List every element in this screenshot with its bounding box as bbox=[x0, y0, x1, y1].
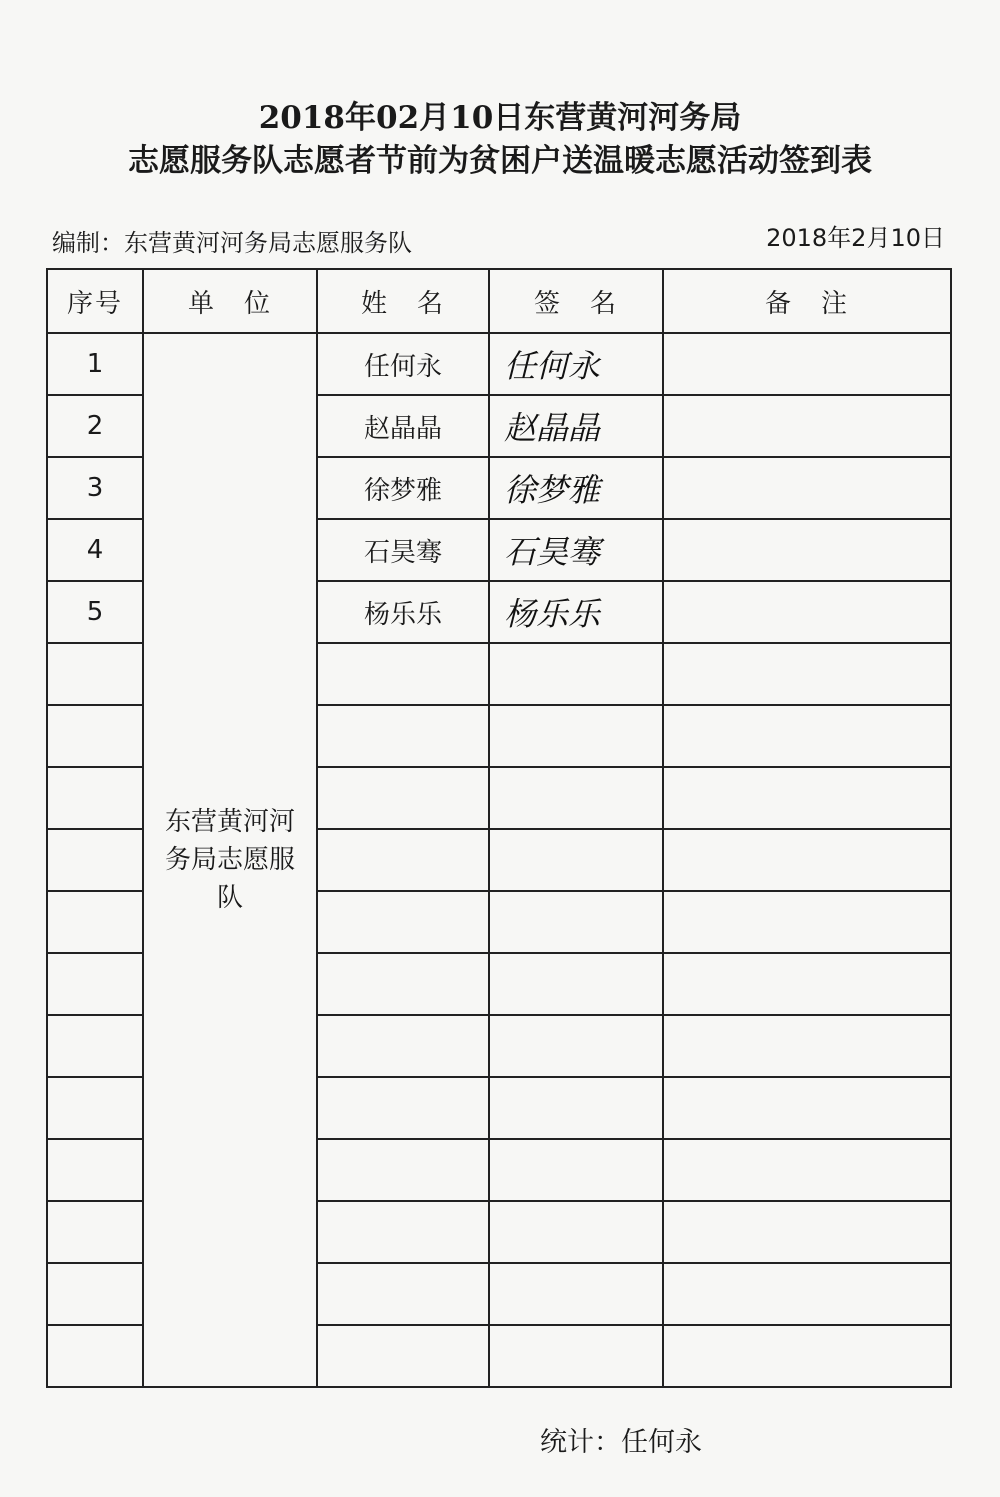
signature-cell bbox=[489, 767, 663, 829]
name-cell bbox=[317, 1077, 489, 1139]
name-cell bbox=[317, 767, 489, 829]
signature-cell: 徐梦雅 bbox=[489, 457, 663, 519]
name-cell bbox=[317, 1263, 489, 1325]
remark-cell bbox=[663, 1139, 951, 1201]
remark-cell bbox=[663, 767, 951, 829]
date-label: 2018年2月10日 bbox=[766, 224, 945, 252]
seq-cell bbox=[47, 643, 143, 705]
remark-cell bbox=[663, 1263, 951, 1325]
seq-cell bbox=[47, 891, 143, 953]
name-cell bbox=[317, 891, 489, 953]
remark-cell bbox=[663, 519, 951, 581]
seq-cell bbox=[47, 1325, 143, 1387]
header-row bbox=[47, 269, 951, 333]
signature-cell bbox=[489, 891, 663, 953]
signature-cell bbox=[489, 705, 663, 767]
signature-cell bbox=[489, 953, 663, 1015]
title-line-2: 志愿服务队志愿者节前为贫困户送温暖志愿活动签到表 bbox=[128, 143, 872, 179]
signature-cell: 杨乐乐 bbox=[489, 581, 663, 643]
signature-cell bbox=[489, 643, 663, 705]
seq-cell bbox=[47, 705, 143, 767]
signature-cell bbox=[489, 1077, 663, 1139]
seq-cell: 4 bbox=[47, 519, 143, 581]
seq-cell bbox=[47, 1263, 143, 1325]
header-remark: 备 注 bbox=[663, 269, 951, 333]
header-seq: 序号 bbox=[47, 269, 143, 333]
name-cell: 杨乐乐 bbox=[317, 581, 489, 643]
editor-label: 编制：东营黄河河务局志愿服务队 bbox=[52, 229, 412, 257]
signature-cell: 任何永 bbox=[489, 333, 663, 395]
seq-cell bbox=[47, 767, 143, 829]
seq-cell: 1 bbox=[47, 333, 143, 395]
header-name: 姓 名 bbox=[317, 269, 489, 333]
name-cell bbox=[317, 1015, 489, 1077]
remark-cell bbox=[663, 581, 951, 643]
name-cell bbox=[317, 705, 489, 767]
unit-cell: 东营黄河河务局志愿服队 bbox=[143, 333, 317, 1387]
header-signature: 签 名 bbox=[489, 269, 663, 333]
signature-cell bbox=[489, 1139, 663, 1201]
name-cell bbox=[317, 643, 489, 705]
remark-cell bbox=[663, 705, 951, 767]
remark-cell bbox=[663, 333, 951, 395]
table-row bbox=[47, 333, 951, 395]
signature-cell: 赵晶晶 bbox=[489, 395, 663, 457]
name-cell bbox=[317, 1201, 489, 1263]
seq-cell: 2 bbox=[47, 395, 143, 457]
header-unit: 单 位 bbox=[143, 269, 317, 333]
seq-cell bbox=[47, 1201, 143, 1263]
signature-cell: 石昊骞 bbox=[489, 519, 663, 581]
remark-cell bbox=[663, 1077, 951, 1139]
name-cell: 石昊骞 bbox=[317, 519, 489, 581]
name-cell bbox=[317, 953, 489, 1015]
remark-cell bbox=[663, 457, 951, 519]
title-line-1: 2018年02月10日东营黄河河务局 bbox=[258, 100, 742, 136]
name-cell bbox=[317, 829, 489, 891]
name-cell bbox=[317, 1139, 489, 1201]
signature-cell bbox=[489, 1325, 663, 1387]
signature-cell bbox=[489, 1201, 663, 1263]
name-cell: 任何永 bbox=[317, 333, 489, 395]
name-cell bbox=[317, 1325, 489, 1387]
seq-cell bbox=[47, 829, 143, 891]
remark-cell bbox=[663, 643, 951, 705]
seq-cell bbox=[47, 1077, 143, 1139]
signature-cell bbox=[489, 829, 663, 891]
signin-table bbox=[46, 268, 952, 1388]
remark-cell bbox=[663, 829, 951, 891]
name-cell: 赵晶晶 bbox=[317, 395, 489, 457]
remark-cell bbox=[663, 1325, 951, 1387]
seq-cell: 3 bbox=[47, 457, 143, 519]
signature-cell bbox=[489, 1015, 663, 1077]
remark-cell bbox=[663, 1015, 951, 1077]
seq-cell bbox=[47, 1139, 143, 1201]
total-label: 统计：任何永 bbox=[540, 1427, 702, 1458]
remark-cell bbox=[663, 953, 951, 1015]
remark-cell bbox=[663, 1201, 951, 1263]
seq-cell bbox=[47, 953, 143, 1015]
remark-cell bbox=[663, 395, 951, 457]
seq-cell: 5 bbox=[47, 581, 143, 643]
name-cell: 徐梦雅 bbox=[317, 457, 489, 519]
signature-cell bbox=[489, 1263, 663, 1325]
seq-cell bbox=[47, 1015, 143, 1077]
remark-cell bbox=[663, 891, 951, 953]
